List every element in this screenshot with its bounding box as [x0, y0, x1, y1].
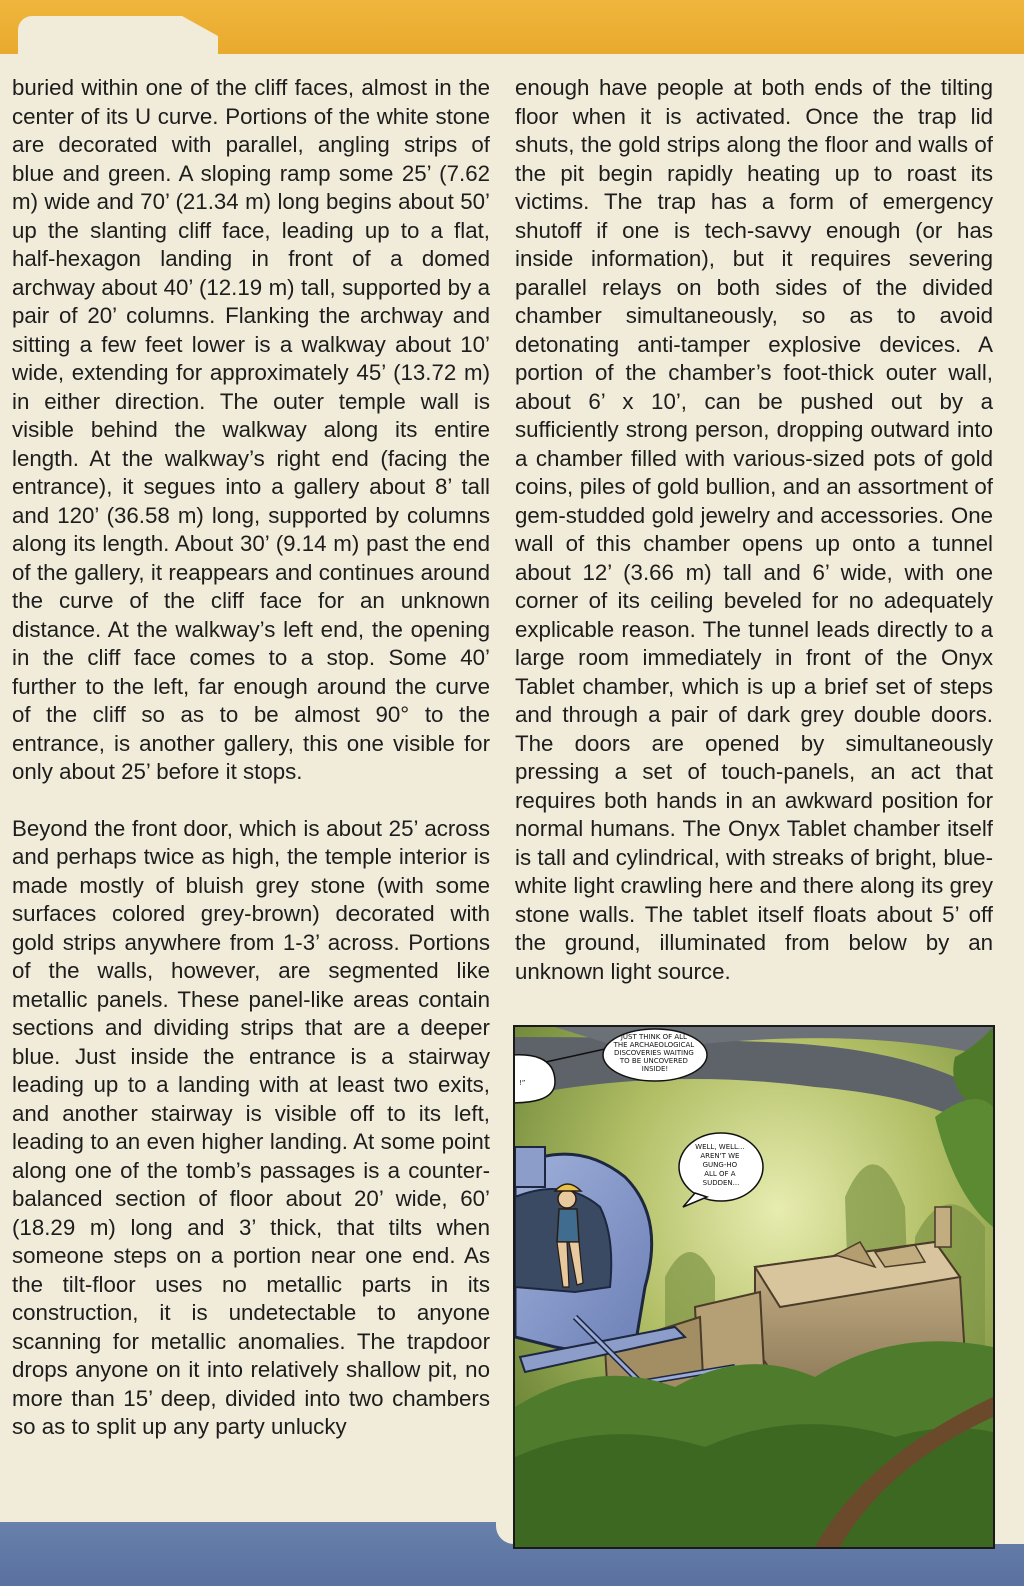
bubble-2-line-1: Well, well...: [695, 1143, 745, 1151]
left-paragraph-1: buried within one of the cliff faces, almost in the center of its U curve. Portions of the white stone are decorated with parallel, angling strips of blue and green. A sloping ramp some 25’ (7.62 m) wide and 70’ (21.34 m) long begins about 50’ up the slanting cliff face, leading up to a flat, half-hexagon landing in front of a domed archway about 40’ (12.19 m) tall, supported by a pair of 20’ columns. Flanking the archway and sitting a few feet lower is a walkway about 10’ wide, extending for approximately 45’ (13.72 m) in either direction. The outer temple wall is visible behind the walkway along its entire length. At the walkway’s right end (facing the entrance), it segues into a gallery about 8’ tall and 120’ (36.58 m) long, supported by columns along its length. About 30’ (9.14 m) past the end of the gallery, it reappears and continues around the curve of the cliff face for an unknown distance. At the walkway’s left end, the opening in the cliff face comes to a stop. Some 40’ further to the left, far enough around the curve of the cliff so as to be almost 90° to the entrance, is another gallery, this one visible for only about 25’ before it stops.: [12, 75, 490, 784]
bubble-1-line-4: to be uncovered: [619, 1057, 688, 1065]
left-paragraph-2: Beyond the front door, which is about 25’ across and perhaps twice as high, the temple interior is made mostly of bluish grey stone (with some surfaces colored grey-brown) decorated with gold strips anywhere from 1-3’ across. Portions of the walls, however, are segmented like metallic panels. These panel-like areas contain sections and dividing strips that are a deeper blue. Just inside the entrance is a stairway leading up to a landing with at least two exits, and another stairway is visible off to its left, leading to an even higher landing. At some point along one of the tomb’s passages is a counter-balanced section of floor about 20’ wide, 60’ (18.29 m) long and 3’ thick, that tilts when someone steps on a portion near one end. As the tilt-floor uses no metallic parts in its construction, it is undetectable to anyone scanning for metallic anomalies. The trapdoor drops anyone on it into relatively shallow pit, no more than 15’ deep, divided into two chambers so as to split up any party unlucky: [12, 815, 490, 1439]
bubble-2-line-5: sudden...: [702, 1179, 740, 1187]
svg-text:Well, well... aren't w: [695, 1143, 747, 1187]
bubble-1-line-3: discoveries waiting: [613, 1049, 694, 1057]
right-paragraph-1: enough have people at both ends of the tilting floor when it is activated. Once the trap lid shuts, the gold strips along the floor and walls of the pit begin rapidly heating up to roast its victims. The trap has a form of emergency shutoff if one is tech-savvy enough (or has inside information), but it requires severing parallel relays on both sides of the divided chamber simultaneously, so as to avoid detonating anti-tamper explosive devices. A portion of the chamber’s foot-thick outer wall, about 6’ x 10’, can be pushed out by a sufficiently strong person, dropping outward into a chamber filled with various-sized pots of gold coins, piles of gold bullion, and an assortment of gem-studded gold jewelry and accessories. One wall of this chamber opens up onto a tunnel about 12’ (3.66 m) tall and 6’ wide, with one corner of its ceiling beveled for no adequately explicable reason. The tunnel leads directly to a large room immediately in front of the Onyx Tablet chamber, which is up a brief set of steps and through a pair of dark grey double doors. The doors are opened by simultaneously pressing a set of touch-panels, an act that requires both hands in an awkward position for normal humans. The Onyx Tablet chamber itself is tall and cylindrical, with streaks of bright, blue-white light crawling here and there along its grey stone walls. The tablet itself floats about 5’ off the ground, illuminated from below by an unknown light source.: [515, 75, 993, 984]
bubble-2-line-4: all of a: [704, 1170, 736, 1178]
left-text-column: [12, 74, 490, 1442]
bubble-1-line-2: the archaeological: [613, 1041, 695, 1049]
right-text-column: [515, 74, 993, 986]
comic-panel: [513, 1025, 995, 1549]
bubble-1-line-5: inside!: [641, 1065, 669, 1073]
bubble-2-line-2: aren't we: [700, 1152, 740, 1160]
bubble-2-line-3: gung-ho: [702, 1161, 738, 1169]
comic-illustration: [515, 1027, 993, 1547]
offpanel-bubble-text: !”: [519, 1079, 526, 1087]
bubble-1-line-1: Just think of all: [620, 1033, 687, 1041]
